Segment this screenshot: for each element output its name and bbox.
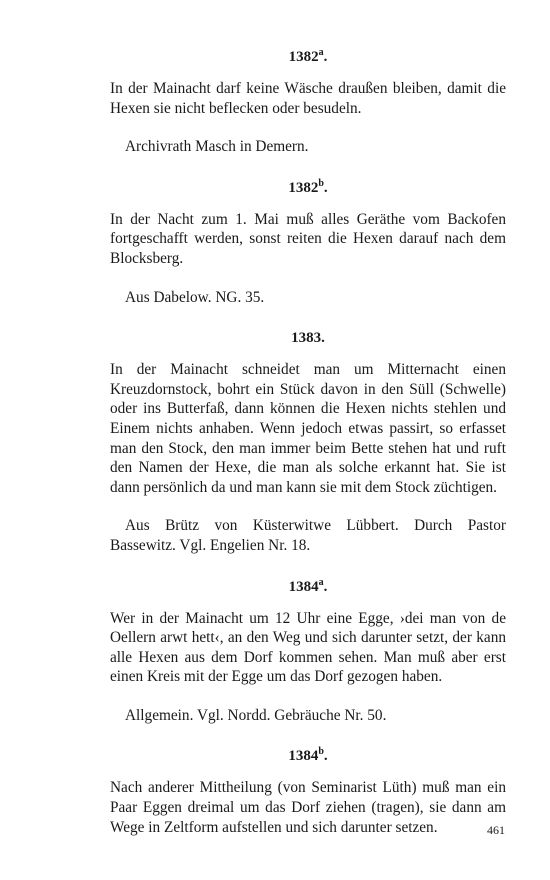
entry-1384b [110, 747, 506, 837]
entry-number: 1384$^b$. [288, 746, 328, 765]
entry-number: 1383. [291, 330, 325, 347]
entry-text: Nach anderer Mittheilung (von Seminarist Lüth) muß man ein Paar Eggen dreimal um das Dorf ziehen (tragen), sie dann am Wege in Zeltform aufstellen und sich darunter setzen. [110, 779, 506, 836]
page-body [110, 48, 506, 837]
entry-text: In der Mainacht schneidet man um Mitternacht einen Kreuzdornstock, bohrt ein Stück davon in den Süll (Schwelle) oder ins Butterfaß, dann können die Hexen nichts stehlen und Einem nichts anhaben. Wenn jedoch etwas passirt, so erfasset man den Stock, den man immer beim Bette stehen hat und ruft den Namen der Hexe, die man als solche erkannt hat. Sie ist dann persönlich da und man kann sie mit dem Stock züchtigen. [110, 361, 506, 496]
entry-1384a [110, 578, 506, 726]
entry-source: Archivrath Masch in Demern. [125, 138, 309, 156]
entry-1382b [110, 179, 506, 307]
page-number: 461 [487, 823, 505, 837]
entry-text: In der Mainacht darf keine Wäsche draußen bleiben, damit die Hexen sie nicht beflecken oder besudeln. [110, 80, 506, 117]
entry-text: In der Nacht zum 1. Mai muß alles Geräthe vom Backofen fortgeschafft werden, sonst reiten die Hexen darauf nach dem Blocksberg. [110, 210, 506, 267]
entry-1382a [110, 48, 506, 157]
entry-text: Wer in der Mainacht um 12 Uhr eine Egge, ›dei man von de Oellern arwt hett‹, an den Weg und sich darunter setzt, der kann alle Hexen aus dem Dorf kommen sehen. Man muß aber erst einen Kreis mit der Egge um das Dorf gezogen haben. [110, 609, 506, 686]
entry-source: Aus Dabelow. NG. 35. [125, 288, 265, 306]
entry-number: 1382$^a$. [288, 47, 328, 65]
entry-number: 1384$^a$. [288, 576, 328, 595]
entry-source: Allgemein. Vgl. Nordd. Gebräuche Nr. 50. [125, 706, 387, 724]
entry-source: Aus Brütz von Küsterwitwe Lübbert. Durch Pastor Bassewitz. Vgl. Engelien Nr. 18. [110, 517, 506, 554]
entry-number: 1382$^b$. [288, 177, 328, 196]
entry-1383 [110, 329, 506, 555]
